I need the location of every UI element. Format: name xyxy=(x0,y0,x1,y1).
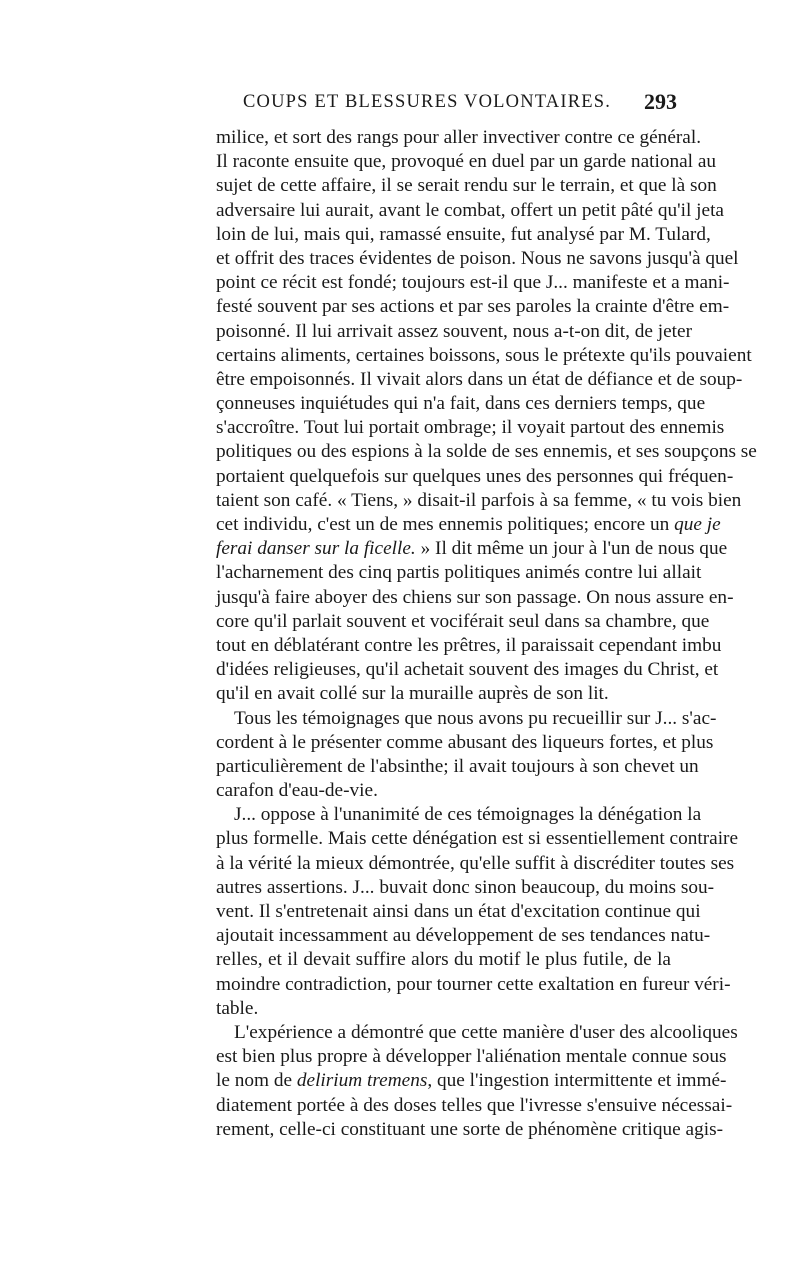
text-line: J... oppose à l'unanimité de ces témoignages la dénégation la xyxy=(234,804,702,826)
text-line: ajoutait incessamment au développement de ses tendances natu- xyxy=(216,925,711,947)
text-line: cordent à le présenter comme abusant des liqueurs fortes, et plus xyxy=(216,731,714,753)
text-line: Tous les témoignages que nous avons pu recueillir sur J... s'ac- xyxy=(234,707,717,729)
text-line: carafon d'eau-de-vie. xyxy=(216,780,378,802)
text-run: cet individu, c'est un de mes ennemis politiques; encore un xyxy=(216,514,670,535)
italic-run: que je xyxy=(674,514,721,535)
page-header xyxy=(215,89,677,122)
text-line: politiques ou des espions à la solde de ses ennemis, et ses soupçons se xyxy=(216,441,757,463)
text-line: particulièrement de l'absinthe; il avait toujours à son chevet un xyxy=(216,755,699,777)
text-line-mixed xyxy=(216,513,721,537)
text-line: s'accroître. Tout lui portait ombrage; il voyait partout des ennemis xyxy=(216,417,725,439)
text-line: certains aliments, certaines boissons, sous le prétexte qu'ils pouvaient xyxy=(216,344,752,366)
running-title: COUPS ET BLESSURES VOLONTAIRES. xyxy=(243,92,612,112)
text-line: festé souvent par ses actions et par ses paroles la crainte d'être em- xyxy=(216,296,730,318)
text-line-mixed xyxy=(216,537,728,561)
text-line: Il raconte ensuite que, provoqué en duel par un garde national au xyxy=(216,151,717,173)
text-line: autres assertions. J... buvait donc sinon beaucoup, du moins sou- xyxy=(216,876,715,898)
text-line: taient son café. « Tiens, » disait-il parfois à sa femme, « tu vois bien xyxy=(216,489,742,511)
text-line: loin de lui, mais qui, ramassé ensuite, fut analysé par M. Tulard, xyxy=(216,223,711,245)
text-line: l'acharnement des cinq partis politiques animés contre lui allait xyxy=(216,562,702,584)
text-run: le nom de xyxy=(216,1070,293,1092)
text-line: à la vérité la mieux démontrée, qu'elle suffit à discréditer toutes ses xyxy=(216,852,735,874)
text-line: jusqu'à faire aboyer des chiens sur son passage. On nous assure en- xyxy=(216,586,734,608)
text-line: est bien plus propre à développer l'aliénation mentale connue sous xyxy=(216,1046,727,1068)
text-line: core qu'il parlait souvent et vociférait seul dans sa chambre, que xyxy=(216,610,710,632)
text-line: portaient quelquefois sur quelques unes des personnes qui fréquen- xyxy=(216,465,734,487)
text-line: qu'il en avait collé sur la muraille auprès de son lit. xyxy=(216,683,609,705)
text-run: » Il dit même un jour à l'un de nous que xyxy=(415,538,728,560)
text-line: et offrit des traces évidentes de poison. Nous ne savons jusqu'à quel xyxy=(216,247,739,269)
text-line: vent. Il s'entretenait ainsi dans un état d'excitation continue qui xyxy=(216,901,701,922)
italic-run: ferai danser sur la ficelle. xyxy=(216,538,416,560)
body-text xyxy=(216,126,757,1142)
text-line: moindre contradiction, pour tourner cette exaltation en fureur véri- xyxy=(216,973,731,995)
text-line: table. xyxy=(216,997,259,1019)
text-line-mixed xyxy=(216,1069,727,1093)
text-line: relles, et il devait suffire alors du motif le plus futile, de la xyxy=(216,949,671,971)
text-line: point ce récit est fondé; toujours est-il que J... manifeste et a mani- xyxy=(216,272,730,294)
text-line: L'expérience a démontré que cette manière d'user des alcooliques xyxy=(234,1021,738,1043)
italic-run: delirium tremens xyxy=(296,1070,428,1092)
text-run: , que l'ingestion intermittente et immé- xyxy=(427,1070,727,1092)
text-line: rement, celle-ci constituant une sorte de phénomène critique agis- xyxy=(216,1118,724,1140)
text-line: plus formelle. Mais cette dénégation est si essentiellement contraire xyxy=(216,828,739,850)
text-line: tout en déblatérant contre les prêtres, il paraissait cependant imbu xyxy=(216,634,722,656)
page-number: 293 xyxy=(644,89,677,114)
text-line: diatement portée à des doses telles que l'ivresse s'ensuive nécessai- xyxy=(216,1094,733,1116)
text-line: milice, et sort des rangs pour aller invectiver contre ce général. xyxy=(216,127,702,148)
text-line: poisonné. Il lui arrivait assez souvent, nous a-t-on dit, de jeter xyxy=(216,320,693,342)
text-line: être empoisonnés. Il vivait alors dans un état de défiance et de soup- xyxy=(216,368,743,390)
text-line: sujet de cette affaire, il se serait rendu sur le terrain, et que là son xyxy=(216,175,717,197)
text-line: d'idées religieuses, qu'il achetait souvent des images du Christ, et xyxy=(216,659,719,681)
text-line: çonneuses inquiétudes qui n'a fait, dans ces derniers temps, que xyxy=(216,393,706,415)
text-line: adversaire lui aurait, avant le combat, offert un petit pâté qu'il jeta xyxy=(216,199,724,221)
